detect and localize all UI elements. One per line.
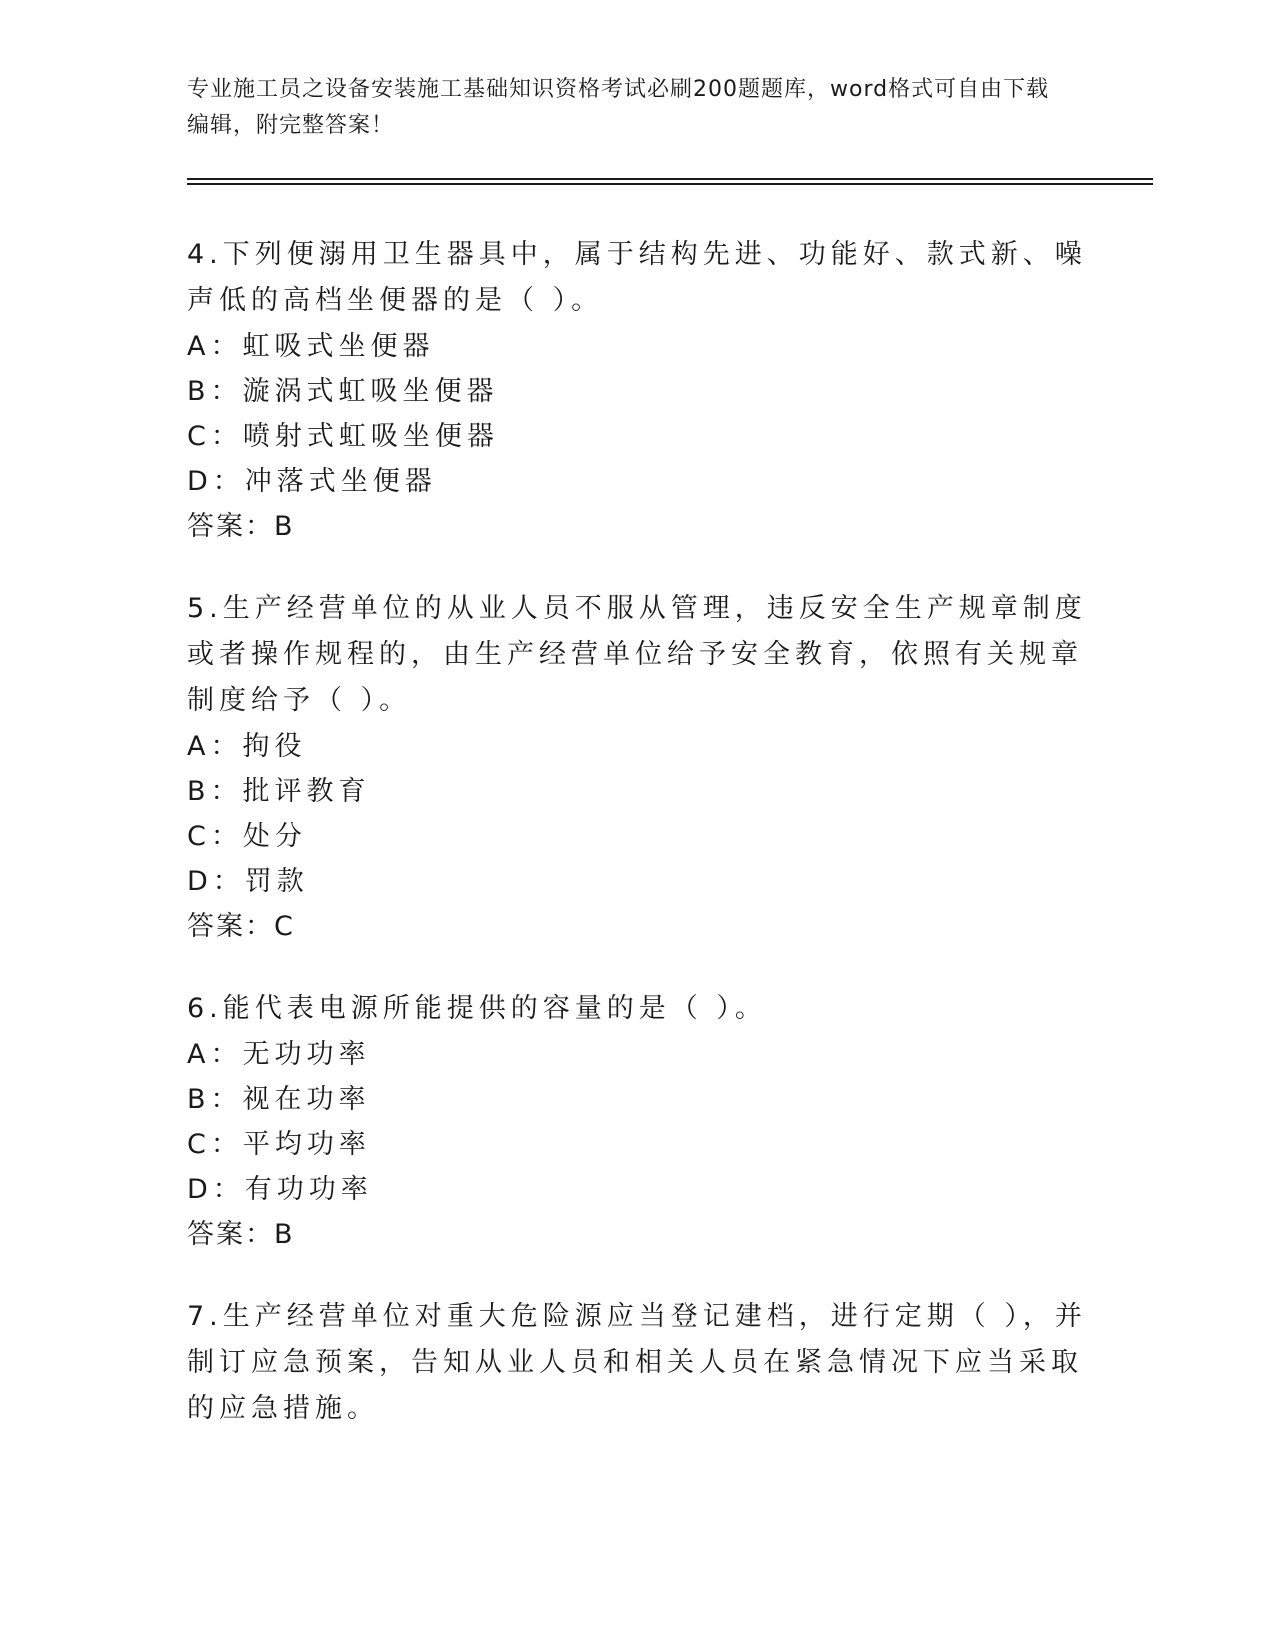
option-c: C：喷射式虹吸坐便器 (187, 421, 499, 452)
header-divider-top (187, 178, 1153, 180)
option-d: D：有功功率 (187, 1174, 373, 1205)
question-7 (187, 1294, 1087, 1432)
header-divider-bottom (187, 183, 1153, 185)
question-text: 4.下列便溺用卫生器具中，属于结构先进、功能好、款式新、噪声低的高档坐便器的是（ ）。 (187, 239, 1087, 316)
question-text: 5.生产经营单位的从业人员不服从管理，违反安全生产规章制度或者操作规程的，由生产经营单位给予安全教育，依照有关规章制度给予（ ）。 (187, 593, 1087, 716)
option-b: B：批评教育 (187, 776, 371, 807)
option-a: A：拘役 (187, 731, 307, 762)
question-list (187, 232, 1087, 1468)
option-b: B：漩涡式虹吸坐便器 (187, 376, 499, 407)
question-5 (187, 586, 1087, 950)
option-d: D：冲落式坐便器 (187, 466, 437, 497)
answer: 答案：C (187, 911, 295, 942)
option-c: C：平均功率 (187, 1129, 371, 1160)
document-header: 专业施工员之设备安装施工基础知识资格考试必刷200题题库，word格式可自由下载编辑，附完整答案！ (187, 77, 1050, 138)
option-c: C：处分 (187, 821, 307, 852)
question-4 (187, 232, 1087, 550)
question-6 (187, 986, 1087, 1258)
option-a: A：虹吸式坐便器 (187, 331, 435, 362)
question-text: 6.能代表电源所能提供的容量的是（ ）。 (187, 993, 767, 1024)
option-a: A：无功功率 (187, 1039, 371, 1070)
answer: 答案：B (187, 1219, 295, 1250)
question-text: 7.生产经营单位对重大危险源应当登记建档，进行定期（ ），并制订应急预案，告知从业人员和相关人员在紧急情况下应当采取的应急措施。 (187, 1301, 1087, 1424)
option-d: D：罚款 (187, 866, 309, 897)
option-b: B：视在功率 (187, 1084, 371, 1115)
answer: 答案：B (187, 511, 295, 542)
